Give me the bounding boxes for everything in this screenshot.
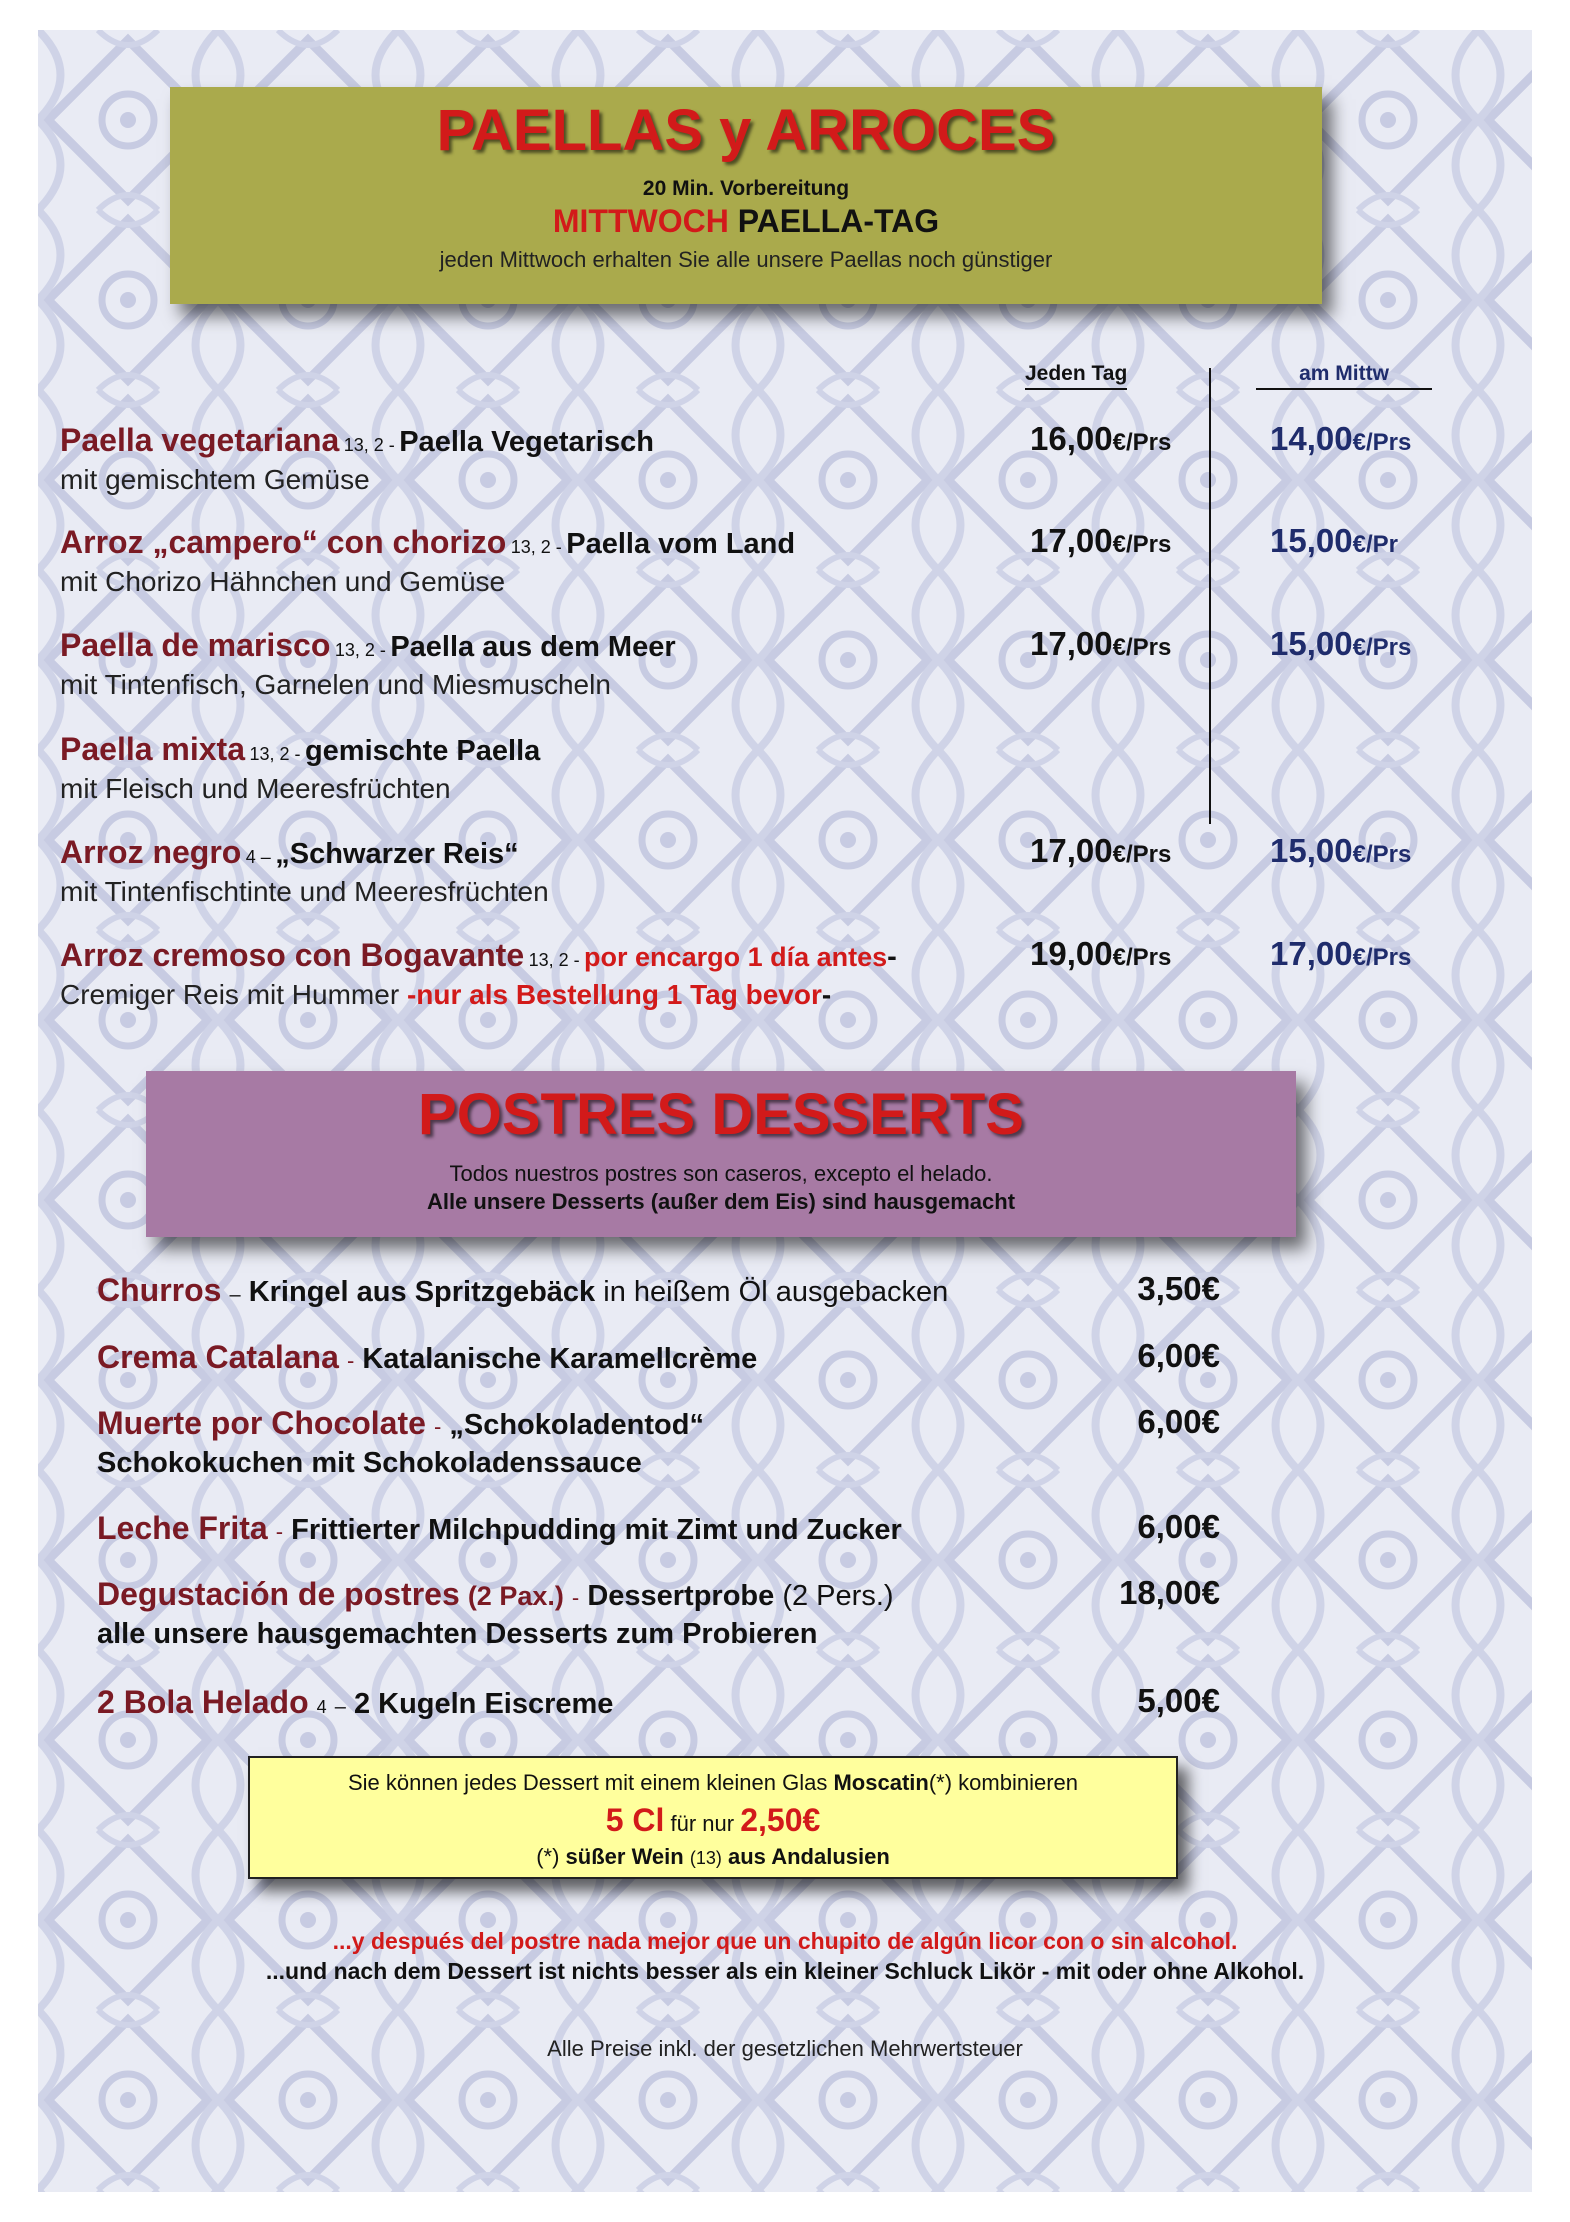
dessert-allergens: 4 [316, 1697, 327, 1717]
paella-wednesday-price-value: 15,00 [1270, 832, 1353, 869]
paella-price [1030, 522, 1171, 560]
dessert-sep: - [275, 1519, 284, 1544]
dessert-german-name: Kringel aus Spritzgebäck [248, 1276, 596, 1308]
paella-day-black: PAELLA-TAG [737, 203, 940, 239]
dessert-price: 18,00€ [1119, 1574, 1220, 1611]
dessert-name: Degustación de postres [97, 1576, 460, 1612]
paella-desc-line [60, 669, 611, 701]
paella-wednesday-price-value: 17,00 [1270, 935, 1353, 972]
paella-wednesday-price-unit: €/Prs [1352, 841, 1412, 868]
paella-price [1030, 625, 1171, 663]
paella-allergens: 4 – [245, 847, 271, 867]
paella-name: Paella de marisco [60, 627, 331, 663]
moscatin-text-c: (*) kombinieren [928, 1770, 1078, 1795]
paella-desc-line [60, 566, 505, 598]
paella-allergens: 13, 2 - [249, 744, 301, 764]
dessert-line-de: Alle unsere Desserts (außer dem Eis) sind hausgemacht [426, 1189, 1016, 1214]
paella-allergens: 13, 2 - [334, 640, 386, 660]
dessert-desc: alle unsere hausgemachten Desserts zum Probieren [97, 1618, 818, 1650]
paella-allergens: 13, 2 - [510, 537, 562, 557]
paella-price-value: 19,00 [1030, 935, 1113, 972]
order-note-dash: - [887, 941, 897, 973]
footer-vat: Alle Preise inkl. der gesetzlichen Mehrwertsteuer [547, 2036, 1023, 2061]
paella-price-value: 16,00 [1030, 420, 1113, 457]
dessert-price: 6,00€ [1137, 1337, 1220, 1374]
dessert-name: Crema Catalana [97, 1339, 339, 1375]
dessert-rest: in heißem Öl ausgebacken [603, 1276, 949, 1308]
dessert-title: POSTRES DESSERTS [418, 1082, 1024, 1147]
dessert-price: 3,50€ [1137, 1270, 1220, 1307]
dessert-line-es: Todos nuestros postres son caseros, excepto el helado. [449, 1161, 993, 1186]
paella-name: Paella mixta [60, 731, 245, 767]
dessert-line [97, 1272, 948, 1309]
paella-wednesday-price-value: 14,00 [1270, 420, 1353, 457]
paella-name-line [60, 524, 795, 561]
paella-allergens: 13, 2 - [528, 950, 580, 970]
paella-price-unit: €/Prs [1112, 429, 1172, 456]
dessert-name: Leche Frita [97, 1510, 268, 1546]
paella-wednesday-price [1270, 522, 1398, 560]
paella-wednesday-price-value: 15,00 [1270, 625, 1353, 662]
paella-allergens: 13, 2 - [343, 435, 395, 455]
moscatin-amount: 5 Cl [605, 1802, 665, 1838]
paella-name-line [60, 627, 676, 664]
paella-price-value: 17,00 [1030, 625, 1113, 662]
paella-wednesday-price-unit: €/Prs [1352, 634, 1412, 661]
dessert-line [97, 1339, 757, 1376]
paella-price [1030, 935, 1171, 973]
prep-time: 20 Min. Vorbereitung [642, 177, 850, 200]
paella-price [1030, 420, 1171, 458]
dessert-pers: (2 Pers.) [782, 1580, 894, 1612]
dessert-sep: - [571, 1585, 580, 1610]
paella-desc: mit Fleisch und Meeresfrüchten [60, 773, 451, 804]
dessert-name: 2 Bola Helado [97, 1684, 309, 1720]
moscatin-line1 [250, 1770, 1176, 1796]
dessert-german-name: „Schokoladentod“ [449, 1409, 704, 1441]
dessert-line [97, 1510, 902, 1547]
dessert-line [97, 1576, 894, 1613]
paella-day-red: MITTWOCH [552, 203, 729, 239]
paella-name: Arroz cremoso con Bogavante [60, 937, 525, 973]
dessert-german-name: 2 Kugeln Eiscreme [353, 1688, 614, 1720]
paella-desc-line [60, 773, 451, 805]
paella-day [170, 203, 1322, 240]
paella-wednesday-price-value: 15,00 [1270, 522, 1353, 559]
paella-german-name: gemischte Paella [304, 735, 541, 767]
paella-price-value: 17,00 [1030, 832, 1113, 869]
paella-desc: mit Chorizo Hähnchen und Gemüse [60, 566, 506, 597]
paella-name-line [60, 422, 654, 459]
moscatin-price: 2,50€ [740, 1802, 821, 1838]
dessert-sep: – [334, 1696, 346, 1718]
paella-name-line [60, 731, 540, 768]
dessert-header-box [146, 1071, 1296, 1237]
paella-name-line [60, 937, 897, 974]
paella-wednesday-price [1270, 625, 1411, 663]
paella-price-unit: €/Prs [1112, 634, 1172, 661]
dessert-german-name: Frittierter Milchpudding mit Zimt und Zucker [291, 1514, 902, 1546]
col-header-wednesday: am Mittw [1256, 362, 1432, 390]
paella-price-unit: €/Prs [1112, 531, 1172, 558]
paella-german-name: „Schwarzer Reis“ [275, 838, 519, 870]
paella-name: Arroz negro [60, 834, 242, 870]
dessert-line [97, 1684, 613, 1721]
paella-price [1030, 832, 1171, 870]
dessert-price: 6,00€ [1137, 1403, 1220, 1440]
paella-desc-line [60, 979, 831, 1011]
paella-german-name: Paella Vegetarisch [399, 426, 654, 458]
paella-wednesday-price [1270, 832, 1411, 870]
paella-wednesday-price [1270, 935, 1411, 973]
moscatin-line3 [250, 1844, 1176, 1870]
paella-desc: mit Tintenfischtinte und Meeresfrüchten [60, 876, 549, 907]
dessert-pax: (2 Pax.) [467, 1581, 564, 1611]
moscatin-box [248, 1756, 1178, 1879]
dessert-german-name: Dessertprobe [587, 1580, 775, 1612]
footer-es: ...y después del postre nada mejor que un chupito de algún licor con o sin alcohol. [332, 1928, 1238, 1954]
paella-title: PAELLAS y ARROCES [436, 98, 1056, 163]
paella-german-name: Paella aus dem Meer [390, 631, 676, 663]
paella-desc-line [60, 464, 370, 496]
paella-price-unit: €/Prs [1112, 841, 1172, 868]
moscatin-name: Moscatin [833, 1770, 929, 1795]
footer-de: ...und nach dem Dessert ist nichts besser als ein kleiner Schluck Likör - mit oder ohne Alkohol. [265, 1958, 1305, 1984]
moscatin-allergen: (13) [689, 1848, 722, 1868]
moscatin-origin: aus Andalusien [728, 1844, 890, 1869]
paella-price-unit: €/Prs [1112, 944, 1172, 971]
paella-wednesday-price-unit: €/Pr [1352, 531, 1398, 558]
column-divider [1209, 368, 1211, 824]
order-note-dash-de: - [821, 979, 832, 1010]
moscatin-sweet-wine: süßer Wein [565, 1844, 684, 1869]
paella-name: Paella vegetariana [60, 422, 340, 458]
paella-wednesday-price-unit: €/Prs [1352, 429, 1412, 456]
dessert-desc: Schokokuchen mit Schokoladenssauce [97, 1447, 642, 1479]
moscatin-fur: für nur [670, 1811, 735, 1836]
dessert-german-name: Katalanische Karamellcrème [362, 1343, 758, 1375]
paella-price-value: 17,00 [1030, 522, 1113, 559]
moscatin-line2 [250, 1802, 1176, 1839]
paella-desc: mit gemischtem Gemüse [60, 464, 370, 495]
dessert-sep: - [346, 1348, 355, 1373]
paella-name: Arroz „campero“ con chorizo [60, 524, 507, 560]
dessert-sep: - [433, 1414, 442, 1439]
paella-wednesday-price-unit: €/Prs [1352, 944, 1412, 971]
moscatin-asterisk: (*) [536, 1844, 560, 1869]
order-note-de: -nur als Bestellung 1 Tag bevor [406, 979, 822, 1010]
dessert-price: 5,00€ [1137, 1682, 1220, 1719]
col-header-daily: Jeden Tag [1025, 362, 1127, 390]
paella-name-line [60, 834, 519, 871]
paella-desc: Cremiger Reis mit Hummer [60, 979, 400, 1010]
paella-header-box [170, 87, 1322, 304]
dessert-name: Churros [97, 1272, 222, 1308]
dessert-sep: – [229, 1284, 241, 1306]
paella-german-name: Paella vom Land [566, 528, 796, 560]
dessert-price: 6,00€ [1137, 1508, 1220, 1545]
dessert-line [97, 1405, 704, 1442]
paella-wednesday-price [1270, 420, 1411, 458]
moscatin-text-a: Sie können jedes Dessert mit einem kleinen Glas [347, 1770, 828, 1795]
paella-desc-line [60, 876, 549, 908]
order-note-es: por encargo 1 día antes [584, 942, 888, 972]
paella-note: jeden Mittwoch erhalten Sie alle unsere Paellas noch günstiger [439, 247, 1053, 272]
paella-desc: mit Tintenfisch, Garnelen und Miesmuscheln [60, 669, 611, 700]
dessert-name: Muerte por Chocolate [97, 1405, 426, 1441]
